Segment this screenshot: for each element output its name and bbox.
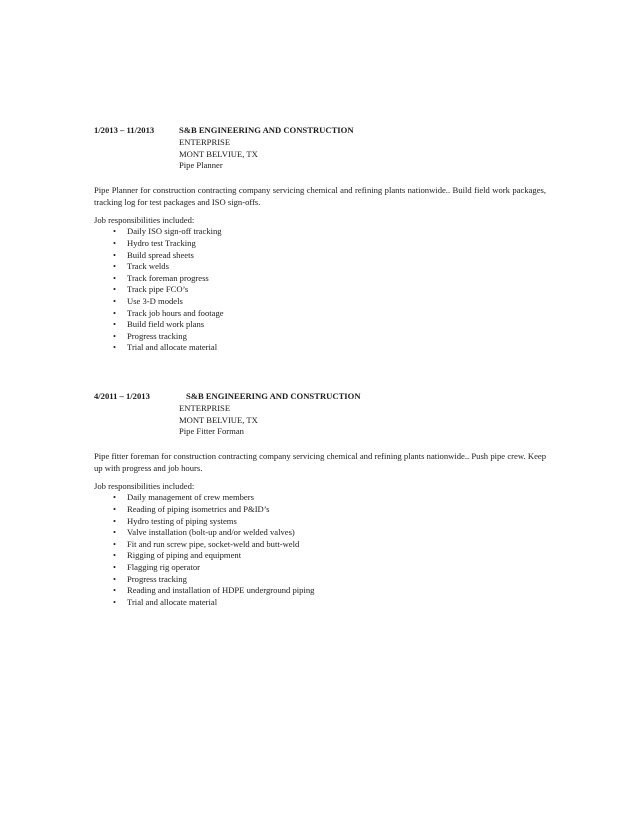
- list-item: [94, 273, 546, 285]
- list-item: [94, 308, 546, 320]
- list-item: [94, 504, 546, 516]
- list-item: [94, 597, 546, 609]
- bullet-icon: •: [113, 330, 117, 341]
- job-description: Pipe fitter foreman for construction contracting company servicing chemical and refining plants nationwide.. Push pipe crew. Keep up with progress and job hours.: [94, 450, 546, 473]
- list-item-text: Trial and allocate material: [127, 596, 218, 607]
- list-item: [94, 342, 546, 354]
- bullet-icon: •: [113, 573, 117, 584]
- bullet-icon: •: [113, 527, 117, 538]
- list-item: [94, 492, 546, 504]
- bullet-icon: •: [113, 585, 117, 596]
- bullet-icon: •: [113, 272, 117, 283]
- list-item-text: Progress tracking: [127, 573, 187, 584]
- list-item: [94, 527, 546, 539]
- responsibilities-label: Job responsibilities included:: [94, 480, 195, 491]
- list-item-text: Daily management of crew members: [127, 492, 254, 503]
- bullet-icon: •: [113, 237, 117, 248]
- list-item: [94, 516, 546, 528]
- bullet-icon: •: [113, 503, 117, 514]
- bullet-icon: •: [113, 538, 117, 549]
- responsibilities-label: Job responsibilities included:: [94, 214, 195, 225]
- list-item: [94, 296, 546, 308]
- list-item: [94, 238, 546, 250]
- bullet-icon: •: [113, 596, 117, 607]
- list-item-text: Flagging rig operator: [127, 561, 201, 572]
- location-line: MONT BELVIUE, TX: [179, 148, 258, 159]
- list-item-text: Track welds: [127, 261, 169, 272]
- responsibilities-list: [94, 226, 546, 354]
- job-info: [179, 403, 546, 438]
- job-entry-1: [94, 125, 546, 354]
- list-item: [94, 319, 546, 331]
- bullet-icon: •: [113, 249, 117, 260]
- list-item: [94, 585, 546, 597]
- list-item-text: Rigging of piping and equipment: [127, 550, 242, 561]
- bullet-icon: •: [113, 561, 117, 572]
- job-dates: 1/2013 – 11/2013: [94, 125, 155, 135]
- company-name: S&B ENGINEERING AND CONSTRUCTION: [186, 391, 361, 401]
- responsibilities-list: [94, 492, 546, 608]
- list-item-text: Daily ISO sign-off tracking: [127, 226, 222, 237]
- list-item: [94, 261, 546, 273]
- bullet-icon: •: [113, 515, 117, 526]
- list-item: [94, 574, 546, 586]
- list-item: [94, 250, 546, 262]
- list-item-text: Progress tracking: [127, 330, 187, 341]
- bullet-icon: •: [113, 492, 117, 503]
- list-item-text: Track job hours and footage: [127, 307, 224, 318]
- bullet-icon: •: [113, 550, 117, 561]
- list-item-text: Reading and installation of HDPE underground piping: [127, 585, 315, 596]
- list-item-text: Track pipe FCO’s: [127, 284, 189, 295]
- list-item-text: Build field work plans: [127, 319, 205, 330]
- list-item: [94, 562, 546, 574]
- company-name: S&B ENGINEERING AND CONSTRUCTION: [179, 125, 354, 135]
- list-item-text: Track foreman progress: [127, 272, 209, 283]
- list-item-text: Build spread sheets: [127, 249, 194, 260]
- bullet-icon: •: [113, 284, 117, 295]
- list-item: [94, 226, 546, 238]
- job-header: [94, 125, 546, 137]
- bullet-icon: •: [113, 295, 117, 306]
- list-item-text: Fit and run screw pipe, socket-weld and butt-weld: [127, 538, 300, 549]
- bullet-icon: •: [113, 307, 117, 318]
- employer-line: ENTERPRISE: [179, 403, 231, 413]
- list-item-text: Use 3-D models: [127, 295, 183, 306]
- list-item: [94, 331, 546, 343]
- employer-line: ENTERPRISE: [179, 137, 231, 147]
- list-item-text: Valve installation (bolt-up and/or welded valves): [127, 527, 295, 538]
- job-title-line: Pipe Fitter Forman: [179, 426, 244, 437]
- job-entry-2: [94, 391, 546, 608]
- job-info: [179, 137, 546, 172]
- list-item: [94, 284, 546, 296]
- job-description: Pipe Planner for construction contracting company servicing chemical and refining plants nationwide.. Build field work packages, tracking log for test packages and ISO sign-offs.: [94, 184, 546, 207]
- bullet-icon: •: [113, 261, 117, 272]
- list-item: [94, 539, 546, 551]
- bullet-icon: •: [113, 342, 117, 353]
- job-header: [94, 391, 546, 403]
- list-item-text: Trial and allocate material: [127, 342, 218, 353]
- list-item: [94, 550, 546, 562]
- list-item-text: Hydro test Tracking: [127, 237, 196, 248]
- location-line: MONT BELVIUE, TX: [179, 414, 258, 425]
- bullet-icon: •: [113, 226, 117, 237]
- list-item-text: Hydro testing of piping systems: [127, 515, 237, 526]
- job-title-line: Pipe Planner: [179, 160, 223, 171]
- job-dates: 4/2011 – 1/2013: [94, 391, 150, 401]
- bullet-icon: •: [113, 319, 117, 330]
- list-item-text: Reading of piping isometrics and P&ID’s: [127, 503, 270, 514]
